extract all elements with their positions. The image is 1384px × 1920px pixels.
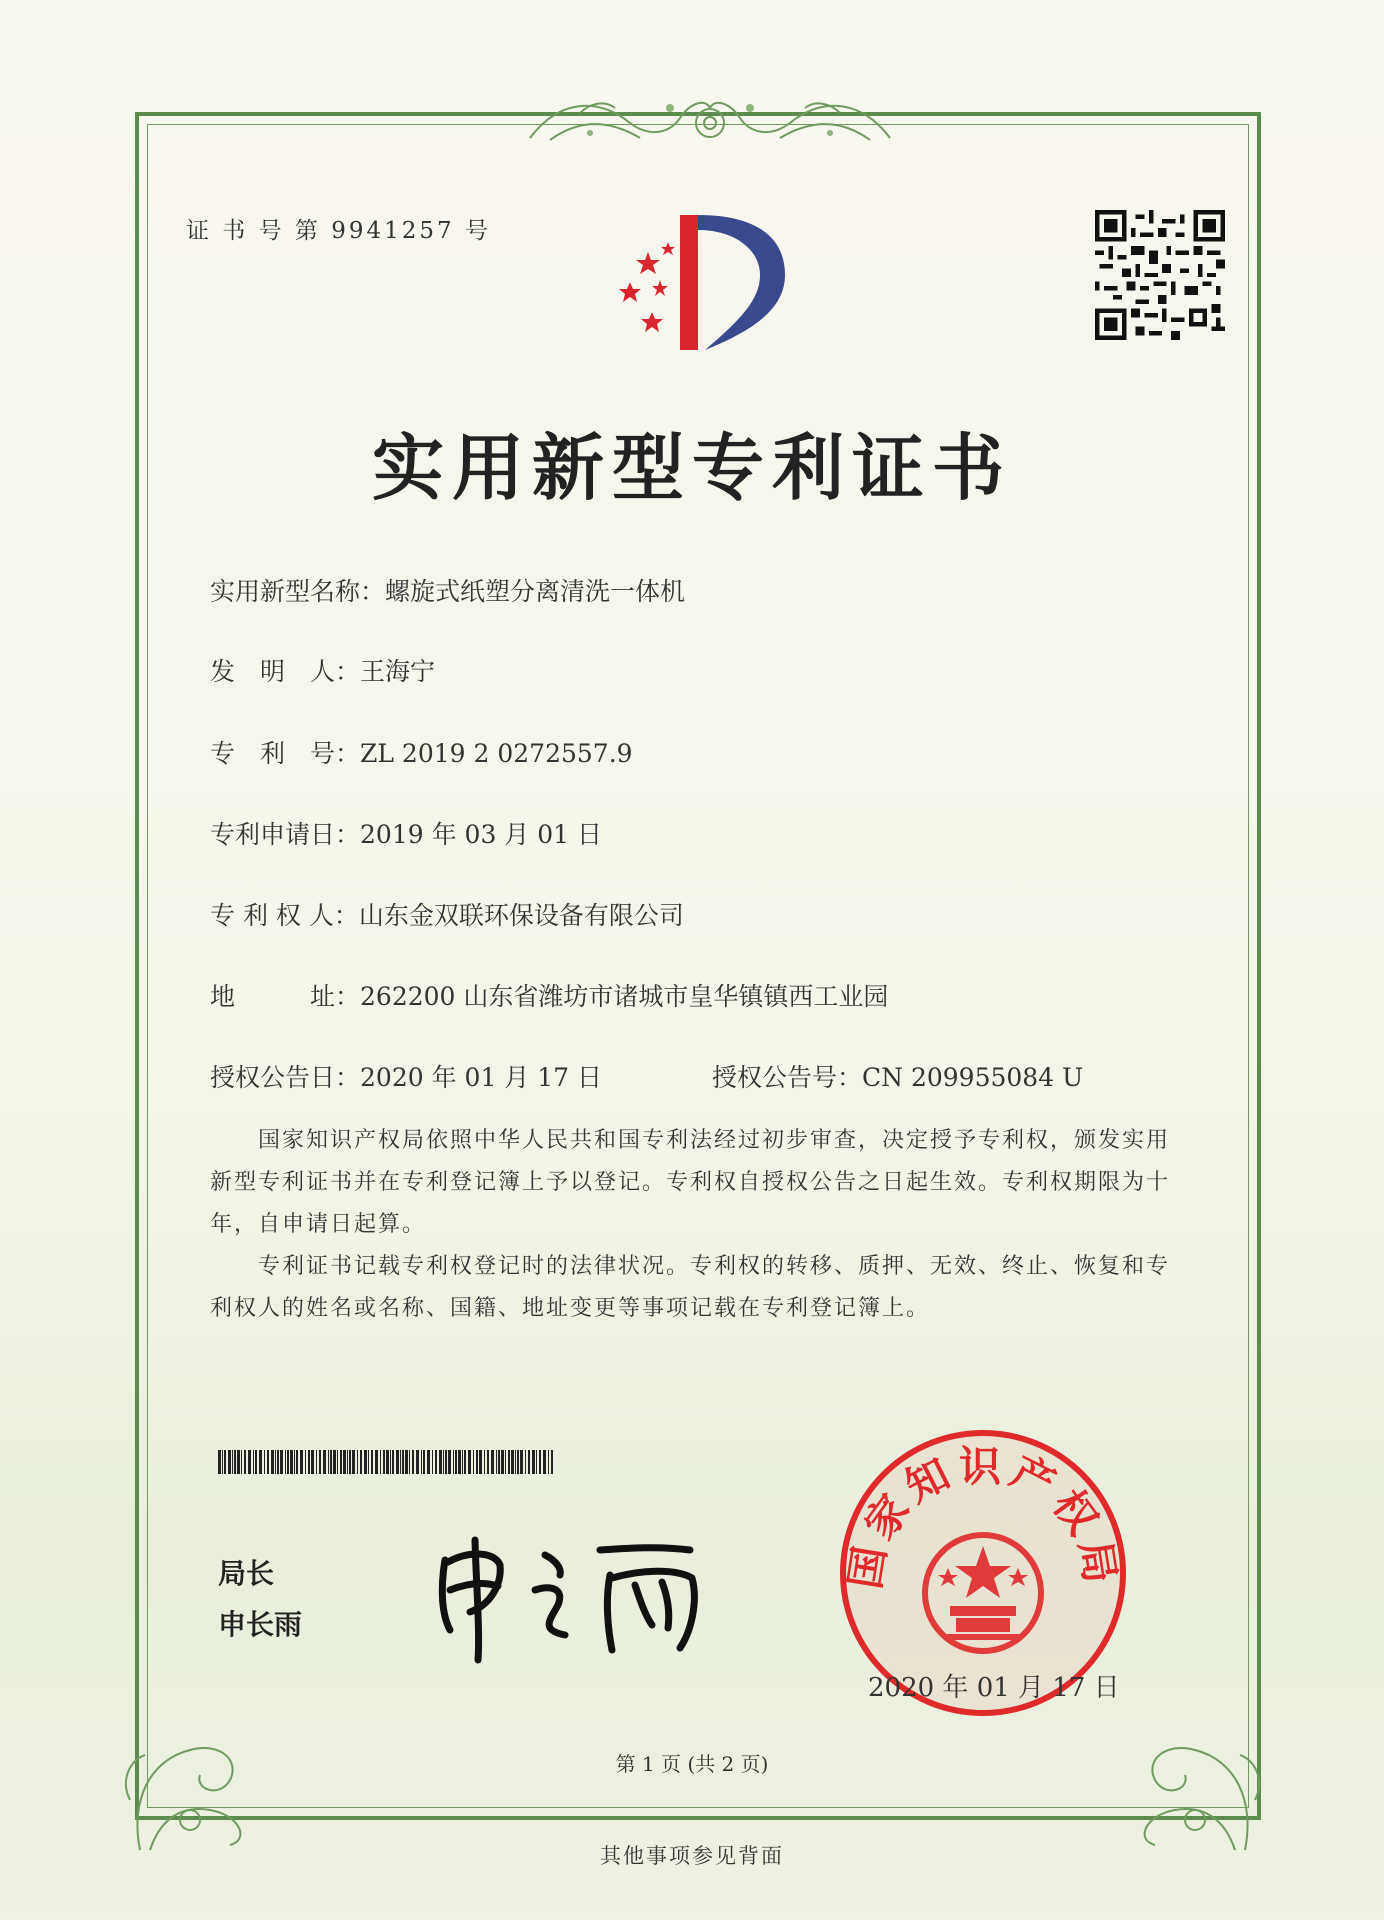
barcode-bar — [305, 1450, 306, 1474]
barcode-bar — [520, 1450, 523, 1474]
field-label: 发 明 人： — [210, 657, 361, 686]
field-value: CN 209955084 U — [862, 1063, 1084, 1092]
barcode-bar — [468, 1450, 471, 1474]
barcode-bar — [390, 1450, 391, 1474]
barcode-bar — [464, 1450, 466, 1474]
barcode-bar — [476, 1450, 478, 1474]
barcode-bar — [360, 1450, 362, 1474]
barcode-bar — [308, 1450, 310, 1474]
barcode-bar — [445, 1450, 447, 1474]
barcode-bar — [333, 1450, 336, 1474]
barcode-bar — [357, 1450, 358, 1474]
barcode-icon — [218, 1450, 554, 1474]
barcode-bar — [400, 1450, 401, 1474]
barcode-bar — [458, 1450, 461, 1474]
field-value: 螺旋式纸塑分离清洗一体机 — [385, 577, 686, 606]
barcode-bar — [330, 1450, 332, 1474]
patent-office-logo-icon — [610, 200, 810, 365]
barcode-bar — [248, 1450, 251, 1474]
field-grant-date — [210, 1058, 602, 1094]
field-label: 地 址： — [210, 982, 361, 1011]
barcode-bar — [473, 1450, 474, 1474]
body-line: 新型专利证书并在专利登记簿上予以登记。专利权自授权公告之日起生效。专利权期限为十 — [210, 1170, 1171, 1195]
certificate-title: 实用新型专利证书 — [371, 425, 1012, 510]
barcode-bar — [253, 1450, 254, 1474]
barcode-bar — [528, 1450, 530, 1474]
body-line: 国家知识产权局依照中华人民共和国专利法经过初步审查，决定授予专利权，颁发实用 — [210, 1128, 1171, 1153]
barcode-bar — [275, 1450, 276, 1474]
barcode-bar — [352, 1450, 355, 1474]
barcode-bar — [453, 1450, 454, 1474]
barcode-bar — [228, 1450, 231, 1474]
barcode-bar — [386, 1450, 389, 1474]
barcode-bar — [316, 1450, 317, 1474]
barcode-bar — [412, 1450, 414, 1474]
qr-code-icon — [1095, 210, 1225, 340]
barcode-bar — [532, 1450, 535, 1474]
field-value: 2019 年 03 月 01 日 — [360, 820, 602, 849]
signatory-role: 局长 — [218, 1557, 275, 1590]
barcode-bar — [432, 1450, 433, 1474]
barcode-bar — [267, 1450, 269, 1474]
barcode-bar — [343, 1450, 346, 1474]
field-value: ZL 2019 2 0272557.9 — [360, 739, 633, 768]
top-ornament-icon — [520, 78, 900, 158]
barcode-bar — [405, 1450, 408, 1474]
barcode-bar — [300, 1450, 303, 1474]
barcode-bar — [277, 1450, 279, 1474]
barcode-bar — [396, 1450, 399, 1474]
barcode-bar — [543, 1450, 546, 1474]
barcode-bar — [479, 1450, 482, 1474]
barcode-bar — [319, 1450, 321, 1474]
barcode-bar — [517, 1450, 519, 1474]
field-utility-model-name — [210, 572, 685, 608]
seal-date: 2020 年 01 月 17 日 — [868, 1673, 1120, 1703]
barcode-bar — [443, 1450, 444, 1474]
barcode-bar — [287, 1450, 289, 1474]
barcode-bar — [259, 1450, 262, 1474]
barcode-bar — [491, 1450, 494, 1474]
field-value: 262200 山东省潍坊市诸城市皇华镇镇西工业园 — [360, 982, 889, 1011]
barcode-bar — [347, 1450, 348, 1474]
barcode-bar — [498, 1450, 500, 1474]
field-label: 授权公告号： — [712, 1063, 863, 1092]
barcode-bar — [487, 1450, 489, 1474]
body-line: 专利证书记载专利权登记时的法律状况。专利权的转移、质押、无效、终止、恢复和专 — [210, 1254, 1171, 1279]
barcode-bar — [551, 1450, 553, 1474]
barcode-bar — [218, 1450, 221, 1474]
certificate-number: 证 书 号 第 9941257 号 — [186, 218, 491, 244]
barcode-bar — [264, 1450, 265, 1474]
barcode-bar — [368, 1450, 369, 1474]
barcode-bar — [290, 1450, 293, 1474]
barcode-bar — [224, 1450, 226, 1474]
barcode-bar — [505, 1450, 506, 1474]
barcode-bar — [234, 1450, 236, 1474]
barcode-bar — [280, 1450, 283, 1474]
barcode-bar — [232, 1450, 233, 1474]
barcode-bar — [427, 1450, 430, 1474]
barcode-bar — [244, 1450, 246, 1474]
barcode-bar — [448, 1450, 451, 1474]
field-inventor — [210, 652, 435, 688]
field-patent-number — [210, 734, 633, 770]
seal-text: 国家知识产权局 — [839, 1441, 1127, 1593]
barcode-bar — [337, 1450, 338, 1474]
barcode-bar — [462, 1450, 463, 1474]
footer-note: 其他事项参见背面 — [600, 1844, 784, 1868]
field-label: 专 利 权 人： — [210, 901, 359, 930]
barcode-bar — [375, 1450, 378, 1474]
barcode-bar — [255, 1450, 257, 1474]
barcode-bar — [525, 1450, 526, 1474]
barcode-bar — [536, 1450, 537, 1474]
barcode-bar — [416, 1450, 419, 1474]
barcode-bar — [392, 1450, 394, 1474]
barcode-bar — [285, 1450, 286, 1474]
barcode-bar — [294, 1450, 295, 1474]
field-address — [210, 977, 888, 1013]
barcode-bar — [539, 1450, 541, 1474]
body-line: 年，自申请日起算。 — [210, 1212, 427, 1237]
field-value: 王海宁 — [360, 657, 436, 686]
barcode-bar — [484, 1450, 485, 1474]
barcode-bar — [515, 1450, 516, 1474]
barcode-bar — [548, 1450, 549, 1474]
barcode-bar — [402, 1450, 404, 1474]
barcode-bar — [311, 1450, 314, 1474]
barcode-bar — [435, 1450, 437, 1474]
body-paragraph-1 — [210, 1120, 1210, 1246]
barcode-bar — [421, 1450, 422, 1474]
barcode-bar — [364, 1450, 367, 1474]
field-value: 2020 年 01 月 17 日 — [360, 1063, 602, 1092]
barcode-bar — [439, 1450, 442, 1474]
field-label: 专利申请日： — [210, 820, 361, 849]
barcode-bar — [496, 1450, 497, 1474]
barcode-bar — [383, 1450, 385, 1474]
barcode-bar — [409, 1450, 410, 1474]
barcode-bar — [237, 1450, 240, 1474]
body-paragraph-2 — [210, 1246, 1210, 1330]
barcode-bar — [349, 1450, 351, 1474]
field-label: 授权公告日： — [210, 1063, 361, 1092]
body-line: 利权人的姓名或名称、国籍、地址变更等事项记载在专利登记簿上。 — [210, 1296, 931, 1321]
barcode-bar — [511, 1450, 514, 1474]
handwritten-signature-icon — [430, 1520, 720, 1665]
barcode-bar — [222, 1450, 223, 1474]
barcode-bar — [241, 1450, 242, 1474]
barcode-bar — [371, 1450, 373, 1474]
field-filing-date — [210, 815, 602, 851]
barcode-bar — [271, 1450, 274, 1474]
field-label: 实用新型名称： — [210, 577, 386, 606]
field-value: 山东金双联环保设备有限公司 — [358, 901, 684, 930]
field-patentee — [210, 896, 684, 932]
barcode-bar — [508, 1450, 510, 1474]
barcode-bar — [328, 1450, 329, 1474]
signatory-name: 申长雨 — [218, 1608, 303, 1641]
field-grant-number — [712, 1058, 1083, 1094]
barcode-bar — [455, 1450, 457, 1474]
page-number: 第 1 页 (共 2 页) — [615, 1752, 769, 1776]
barcode-bar — [423, 1450, 425, 1474]
barcode-bar — [296, 1450, 298, 1474]
barcode-bar — [380, 1450, 381, 1474]
barcode-bar — [340, 1450, 342, 1474]
field-label: 专 利 号： — [210, 739, 361, 768]
barcode-bar — [323, 1450, 326, 1474]
barcode-bar — [501, 1450, 504, 1474]
